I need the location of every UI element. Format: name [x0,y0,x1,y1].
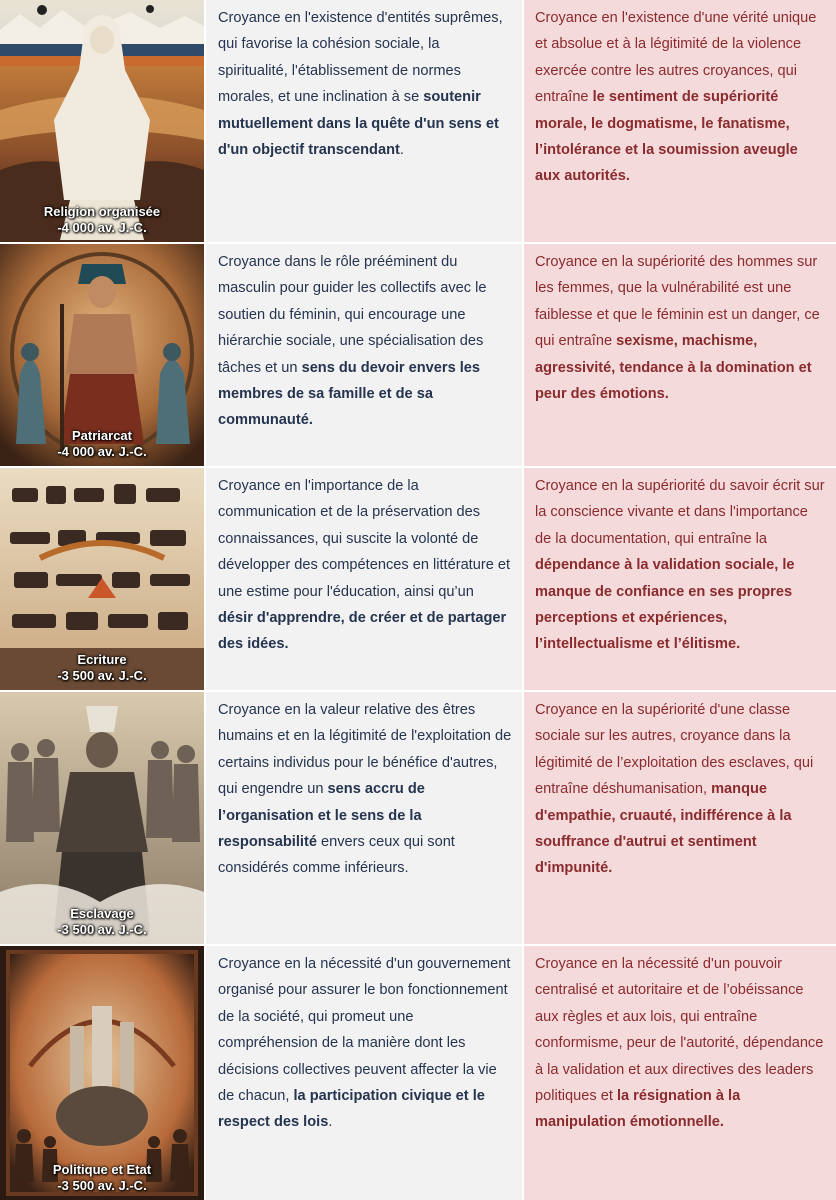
caption-date: -4 000 av. J.-C. [57,444,147,459]
negative-cell [524,0,836,242]
negative-plain: Croyance en la supériorité des hommes sur les femmes, que la vulnérabilité est une faiblesse et que le féminin est un danger, ce qui entraîne [535,254,820,350]
positive-text [218,951,512,1136]
image-cell [0,468,204,690]
negative-bold: dépendance à la validation sociale, le manque de confiance en ses propres perceptions et expériences, l’intellectualisme et l’élitisme. [535,557,795,653]
positive-text [218,697,512,882]
positive-after: . [399,142,404,159]
caption-title: Religion organisée [43,204,161,219]
positive-cell [206,692,522,944]
positive-plain: Croyance en l'importance de la communication et de la préservation des connaissances, qui suscite la volonté de développer des compétences en littérature et une estime pour l'éducation, ainsi qu’un [218,478,511,600]
positive-cell [206,468,522,690]
positive-plain: Croyance dans le rôle prééminent du masculin pour guider les collectifs avec le soutien du féminin, qui encourage une hiérarchie sociale, une spécialisation des tâches et un [218,254,487,376]
negative-cell [524,468,836,690]
negative-cell [524,946,836,1200]
negative-plain: Croyance en la nécessité d'un pouvoir centralisé et autoritaire et de l’obéissance aux règles et aux lois, qui entraîne conformisme, peur de l'autorité, dépendance à la validation et aux directives des leaders politiques et [535,956,824,1105]
table-row [0,468,836,690]
positive-text [218,249,512,434]
table-row [0,244,836,466]
image-cell [0,0,204,242]
row-caption [0,652,204,684]
caption-date: -3 500 av. J.-C. [57,1178,147,1193]
caption-date: -3 500 av. J.-C. [57,922,147,937]
positive-bold: soutenir mutuellement dans la quête d'un sens et d'un objectif transcendant [218,89,499,159]
row-caption [0,204,204,236]
positive-text [218,5,512,163]
negative-cell [524,692,836,944]
positive-plain: Croyance en la nécessité d'un gouvernement organisé pour assurer le bon fonctionnement de la société, qui promeut une compréhension de la manière dont les décisions collectives peuvent affecter la vie de chacun, [218,956,511,1105]
negative-text [535,951,826,1136]
negative-plain: Croyance en l'existence d'une vérité unique et absolue et à la légitimité de la violence exercée contre les autres croyances, qui entraîne [535,10,817,106]
table-row [0,946,836,1200]
positive-text [218,473,512,658]
caption-title: Ecriture [77,652,127,667]
positive-bold: la participation civique et le respect des lois [218,1088,485,1131]
negative-bold: manque d'empathie, cruauté, indifférence à la souffrance d'autrui et sentiment d'impunité. [535,781,792,877]
row-caption [0,1162,204,1194]
positive-plain: Croyance en l'existence d'entités suprêmes, qui favorise la cohésion sociale, la spiritualité, l'établissement de normes morales, et une inclination à se [218,10,503,106]
caption-title: Patriarcat [72,428,132,443]
positive-bold: désir d'apprendre, de créer et de partager des idées. [218,610,507,653]
negative-bold: le sentiment de supériorité morale, le dogmatisme, le fanatisme, l’intolérance et la soumission aveugle aux autorités. [535,89,798,185]
caption-title: Politique et Etat [52,1162,152,1177]
caption-title: Esclavage [70,906,134,921]
positive-plain: Croyance en la valeur relative des êtres humains et en la légitimité de l'exploitation de certains individus pour le bénéfice d'autres, qui engendre un [218,702,512,798]
positive-after: envers ceux qui sont considérés comme inférieurs. [218,834,455,877]
negative-plain: Croyance en la supériorité d'une classe sociale sur les autres, croyance dans la légitimité de l’exploitation des esclaves, qui entraîne déshumanisation, [535,702,814,798]
negative-cell [524,244,836,466]
positive-cell [206,0,522,242]
negative-text [535,249,826,407]
positive-cell [206,244,522,466]
caption-date: -3 500 av. J.-C. [57,668,147,683]
positive-after: . [328,1114,333,1131]
positive-cell [206,946,522,1200]
negative-plain: Croyance en la supériorité du savoir écrit sur la conscience vivante et dans l'importance de la documentation, qui entraîne la [535,478,825,547]
image-cell [0,692,204,944]
row-caption [0,428,204,460]
negative-text [535,473,826,658]
negative-text [535,5,826,190]
table-row [0,0,836,242]
image-cell [0,244,204,466]
negative-bold: sexisme, machisme, agressivité, tendance à la domination et peur des émotions. [535,333,812,403]
negative-bold: la résignation à la manipulation émotionnelle. [535,1088,741,1131]
table-row [0,692,836,944]
row-caption [0,906,204,938]
positive-bold: sens du devoir envers les membres de sa famille et de sa communauté. [218,359,481,429]
negative-text [535,697,826,882]
positive-bold: sens accru de l’organisation et le sens de la responsabilité [218,781,425,851]
caption-date: -4 000 av. J.-C. [57,220,147,235]
image-cell [0,946,204,1200]
